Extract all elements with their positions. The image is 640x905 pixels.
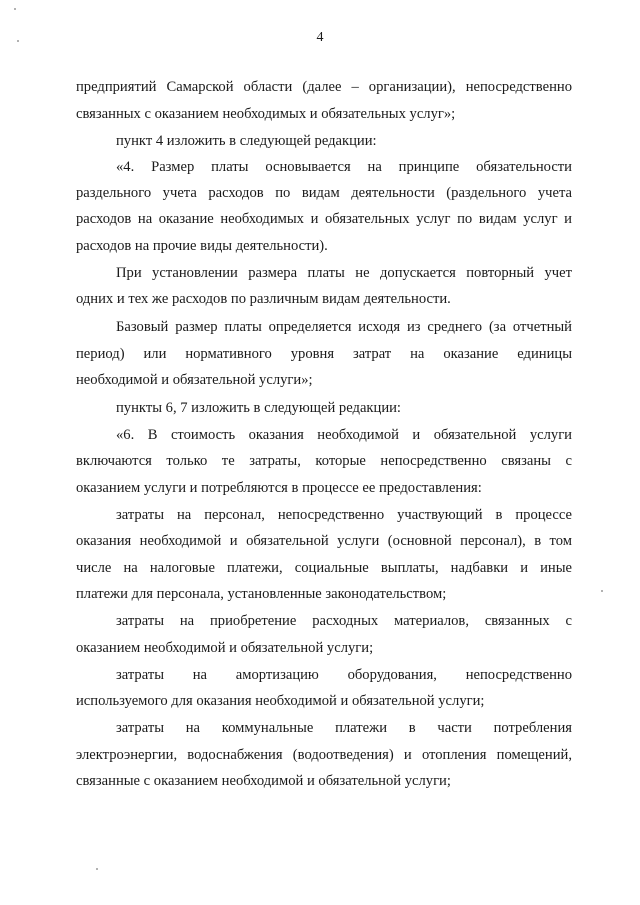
paragraph-line: предприятий Самарской области (далее – организации), непосредственно	[76, 79, 572, 95]
paragraph-line: Базовый размер платы определяется исходя из среднего (за отчетный	[116, 319, 572, 335]
scan-speck	[14, 8, 16, 10]
paragraph-line: связанные с оказанием необходимой и обязательной услуги;	[76, 773, 451, 789]
paragraph-line: электроэнергии, водоснабжения (водоотведения) и отопления помещений,	[76, 747, 572, 763]
paragraph-line: оказанием необходимой и обязательной услуги;	[76, 640, 374, 656]
paragraph-line: оказания необходимой и обязательной услуги (основной персонал), в том	[76, 533, 572, 549]
paragraph-line: затраты на коммунальные платежи в части потребления	[116, 720, 572, 736]
paragraph-line: затраты на приобретение расходных материалов, связанных с	[116, 613, 572, 629]
paragraph-line: включаются только те затраты, которые непосредственно связаны с	[76, 453, 572, 469]
paragraph-line: пункты 6, 7 изложить в следующей редакции:	[116, 400, 401, 416]
paragraph-line: раздельного учета расходов по видам деятельности (раздельного учета	[76, 185, 572, 201]
scan-speck	[17, 40, 19, 42]
paragraph-line: одних и тех же расходов по различным видам деятельности.	[76, 291, 451, 307]
paragraph-line: числе на налоговые платежи, социальные выплаты, надбавки и иные	[76, 560, 572, 576]
scan-speck	[601, 590, 603, 592]
paragraph-line: При установлении размера платы не допускается повторный учет	[116, 265, 572, 281]
paragraph-line: необходимой и обязательной услуги»;	[76, 372, 313, 388]
paragraph-line: оказанием услуги и потребляются в процессе ее предоставления:	[76, 480, 482, 496]
paragraph-line: период) или нормативного уровня затрат на оказание единицы	[76, 346, 572, 362]
paragraph-line: платежи для персонала, установленные законодательством;	[76, 586, 447, 602]
paragraph-line: используемого для оказания необходимой и обязательной услуги;	[76, 693, 485, 709]
paragraph-line: «4. Размер платы основывается на принципе обязательности	[116, 159, 572, 175]
paragraph-line: расходов на оказание необходимых и обязательных услуг по видам услуг и	[76, 211, 572, 227]
paragraph-line: пункт 4 изложить в следующей редакции:	[116, 133, 377, 149]
paragraph-line: затраты на персонал, непосредственно участвующий в процессе	[116, 507, 572, 523]
paragraph-line: затраты на амортизацию оборудования, непосредственно	[116, 667, 572, 683]
page-number: 4	[316, 30, 324, 45]
paragraph-line: «6. В стоимость оказания необходимой и обязательной услуги	[116, 427, 572, 443]
scan-speck	[96, 868, 98, 870]
paragraph-line: расходов на прочие виды деятельности).	[76, 238, 328, 254]
paragraph-line: связанных с оказанием необходимых и обязательных услуг»;	[76, 106, 456, 122]
